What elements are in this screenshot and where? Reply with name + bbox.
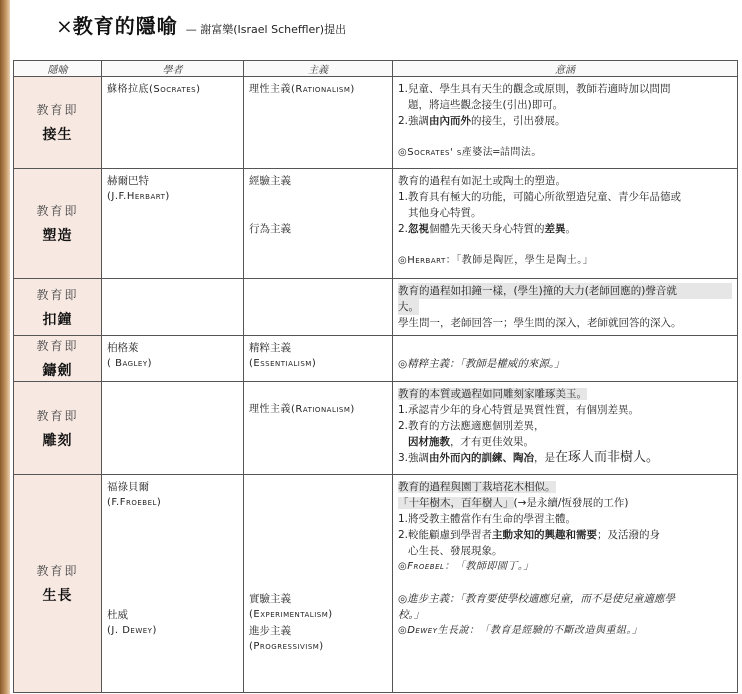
meaning-line: 2.強調由內而外的接生，引出發展。: [398, 115, 566, 127]
header-metaphor: 隱喻: [14, 61, 102, 77]
scholar-name: 赫爾巴特: [107, 175, 149, 187]
doctrine-cell: [244, 169, 393, 279]
doctrine-latin: (Experimentalism): [249, 609, 333, 620]
table-header-row: [14, 61, 738, 77]
metaphor-cell: [14, 475, 102, 693]
doctrine-cell: [244, 382, 393, 475]
scholar-name: 福祿貝爾: [107, 481, 149, 493]
metaphor-cell: [14, 169, 102, 279]
meaning-line: 其他身心特質。: [408, 207, 482, 219]
meaning-note: ◎Froebel：「教師即園丁。」: [398, 561, 534, 572]
meaning-line: 2.較能顧慮到學習者主動求知的興趣和需要；及活潑的身: [398, 529, 661, 541]
metaphor-cell: [14, 77, 102, 169]
meaning-note: ◎進步主義：「教育要使學校適應兒童，而不是使兒童適應學: [398, 593, 675, 605]
scholar-latin: (J.F.Herbart): [107, 191, 170, 202]
left-decorative-strip: [0, 0, 10, 694]
metaphor-name: 塑造: [42, 228, 73, 244]
meaning-line: 學生問一，老師回答一；學生問的深入，老師就回答的深入。: [398, 317, 682, 329]
meaning-cell: [393, 169, 738, 279]
meaning-line: 題，將這些觀念接生(引出)即可。: [408, 99, 564, 111]
meaning-line: 1.承認青少年的身心特質是異質性質，有個別差異。: [398, 404, 640, 416]
meaning-line: 因材施教，才有更佳效果。: [408, 436, 534, 448]
meaning-line: 3.強調由外而內的訓練、陶冶，是在琢人而非樹人。: [398, 450, 660, 465]
table-row: [14, 336, 738, 382]
meaning-cell: [393, 279, 738, 336]
metaphor-name: 接生: [42, 127, 73, 143]
metaphor-prefix: 教育即: [36, 287, 79, 302]
page-title: [56, 10, 346, 38]
table-row: [14, 279, 738, 336]
header-meaning: 意涵: [393, 61, 738, 77]
header-doctrine: 主義: [244, 61, 393, 77]
metaphor-name: 鑄劍: [42, 363, 73, 379]
scholar-latin: ( Bagley): [107, 358, 153, 369]
metaphor-prefix: 教育即: [36, 408, 79, 423]
scholar-cell: [102, 279, 244, 336]
meaning-line: 心生長、發展現象。: [408, 545, 503, 557]
table-row: [14, 382, 738, 475]
metaphor-cell: [14, 336, 102, 382]
metaphor-name: 生長: [42, 588, 73, 604]
scholar-name: 柏格萊: [107, 342, 139, 354]
meaning-note: ◎Herbart：「教師是陶匠，學生是陶土。」: [398, 255, 594, 266]
scholar-latin: (F.Froebel): [107, 497, 162, 508]
title-main: 教育的隱喻: [72, 14, 178, 38]
meaning-cell: [393, 475, 738, 693]
scholar-latin: (J. Dewey): [107, 625, 157, 636]
meaning-line: 2.教育的方法應適應個別差異，: [398, 420, 545, 432]
doctrine-name: 進步主義: [249, 625, 291, 637]
scholar-cell: [102, 77, 244, 169]
meaning-cell: [393, 336, 738, 382]
header-scholar: 學者: [102, 61, 244, 77]
metaphor-prefix: 教育即: [36, 204, 79, 218]
meaning-note: ◎Dewey生長說：「教育是經驗的不斷改造與重組。」: [398, 625, 643, 636]
metaphor-prefix: 教育即: [36, 103, 79, 117]
doctrine-name: 理性主義(Rationalism): [249, 84, 355, 95]
scholar-cell: [102, 475, 244, 693]
meaning-note: ◎精粹主義：「教師是權威的來源。」: [398, 358, 565, 370]
scholar-cell: [102, 169, 244, 279]
metaphor-prefix: 教育即: [36, 339, 79, 353]
metaphor-prefix: 教育即: [36, 564, 79, 578]
doctrine-name: 經驗主義: [249, 175, 291, 187]
doctrine-latin: (Essentialism): [249, 358, 317, 369]
meaning-cell: [393, 382, 738, 475]
scholar-cell: [102, 336, 244, 382]
scholar-name: 杜威: [107, 609, 128, 621]
meaning-line: 1.將受教主體當作有生命的學習主體。: [398, 513, 577, 525]
meaning-line: 大。: [398, 301, 419, 313]
doctrine-cell: [244, 77, 393, 169]
meaning-note: ◎Socrates' s產婆法═詰問法。: [398, 147, 542, 158]
metaphor-name: 雕刻: [42, 432, 73, 449]
doctrine-cell: [244, 279, 393, 336]
metaphor-table: [13, 60, 738, 693]
doctrine-name: 理性主義(Rationalism): [249, 404, 355, 415]
meaning-cell: [393, 77, 738, 169]
title-mark: ×: [56, 14, 73, 38]
meaning-line: 2.忽視個體先天後天身心特質的差異。: [398, 223, 577, 235]
meaning-line: 教育的過程與園丁栽培花木相似。: [398, 481, 556, 493]
meaning-line: 1.教育具有極大的功能，可隨心所欲塑造兒童、青少年品德或: [398, 191, 682, 203]
doctrine-name: 行為主義: [249, 223, 291, 235]
meaning-line: 「十年樹木，百年樹人」(→是永續/恆發展的工作): [398, 497, 629, 509]
table-row: [14, 169, 738, 279]
title-subtitle: — 謝富樂(Israel Scheffler)提出: [185, 23, 347, 36]
meaning-note: 校。」: [398, 609, 425, 621]
scholar-name: 蘇格拉底(Socrates): [107, 84, 201, 95]
meaning-line: 教育的過程有如泥土或陶土的塑造。: [398, 175, 566, 187]
meaning-line: 教育的本質或過程如同雕刻家雕琢美玉。: [398, 388, 587, 400]
meaning-line: 1.兒童、學生具有天生的觀念或原則，教師若適時加以問問: [398, 83, 671, 95]
scholar-cell: [102, 382, 244, 475]
doctrine-name: 精粹主義: [249, 342, 291, 354]
doctrine-name: 實驗主義: [249, 593, 291, 605]
meaning-line: 教育的過程如扣鐘一樣，(學生)撞的大力(老師回應的)聲音就: [398, 283, 732, 299]
table-row: [14, 77, 738, 169]
metaphor-cell: [14, 382, 102, 475]
doctrine-cell: [244, 336, 393, 382]
table-row: [14, 475, 738, 693]
doctrine-latin: (Progressivism): [249, 641, 324, 652]
doctrine-cell: [244, 475, 393, 693]
metaphor-cell: [14, 279, 102, 336]
metaphor-name: 扣鐘: [42, 311, 73, 328]
